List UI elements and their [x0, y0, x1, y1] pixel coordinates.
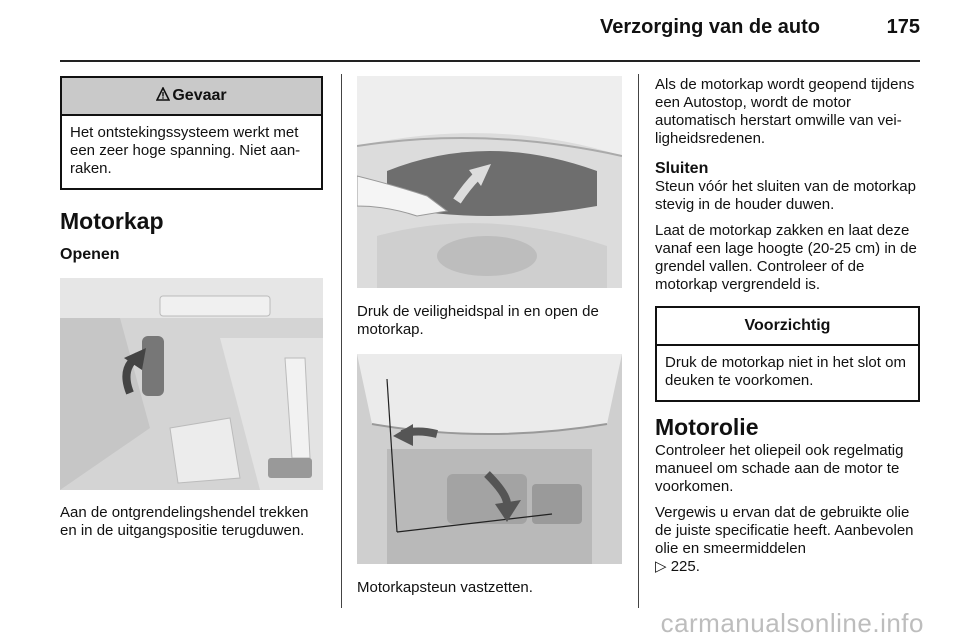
close-instruction-1: Steun vóór het sluiten van de motorkap stevig in de houder duwen. [655, 178, 916, 213]
caution-box-text: Druk de motorkap niet in het slot om deuken te voorkomen. [665, 354, 906, 389]
page-reference-icon: ▷ [655, 558, 667, 575]
danger-box-header [62, 78, 321, 116]
danger-box [60, 76, 323, 190]
header-rule [60, 60, 920, 62]
caution-box [655, 306, 920, 402]
oil-page-reference-number: 225. [670, 558, 700, 575]
oil-spec-text: Vergewis u ervan dat de gebruikte olie de juiste specificatie heeft. Aanbevolen olie en smeermiddelen [655, 504, 914, 557]
danger-box-text: Het ontstekingssysteem werkt met een zeer hoge spanning. Niet aanraken. [70, 124, 301, 177]
danger-box-title: Gevaar [172, 87, 227, 104]
caption-hood-support: Motorkapsteun vastzetten. [357, 579, 533, 596]
caption-release-lever: Aan de ontgrendelingshendel trekken en in de uitgangspositie terugduwen. [60, 504, 309, 539]
section-heading-motorolie: Motorolie [655, 414, 759, 440]
caution-box-title: Voorzichtig [657, 308, 918, 346]
column-right [655, 76, 920, 576]
subheading-openen: Openen [60, 246, 120, 263]
close-instruction-2: Laat de motorkap zakken en laat deze vanaf een lage hoogte (20-25 cm) in de grendel vallen. Controleer of de motorkap vergrendeld is. [655, 222, 917, 293]
figure-safety-catch [357, 76, 622, 288]
caption-safety-catch: Druk de veiligheidspal in en open de motorkap. [357, 303, 599, 338]
column-divider-1 [341, 74, 342, 608]
watermark: carmanualsonline.info [660, 608, 924, 638]
figure-release-lever [60, 278, 323, 490]
column-divider-2 [638, 74, 639, 608]
oil-check-text: Controleer het oliepeil ook regelmatig manueel om schade aan de motor te voorkomen. [655, 442, 904, 495]
column-middle [357, 76, 622, 597]
header-title: Verzorging van de auto [599, 16, 820, 38]
oil-page-reference [655, 558, 920, 576]
figure-hood-support [357, 354, 622, 564]
autostop-note: Als de motorkap wordt geopend tijdens een Autostop, wordt de motor automatisch herstart omwille van veiligheidsredenen. [655, 76, 915, 147]
warning-icon [156, 87, 170, 106]
section-heading-motorkap: Motorkap [60, 208, 164, 234]
column-left [60, 76, 323, 540]
page-number: 175 [886, 16, 920, 38]
subheading-sluiten: Sluiten [655, 160, 709, 177]
